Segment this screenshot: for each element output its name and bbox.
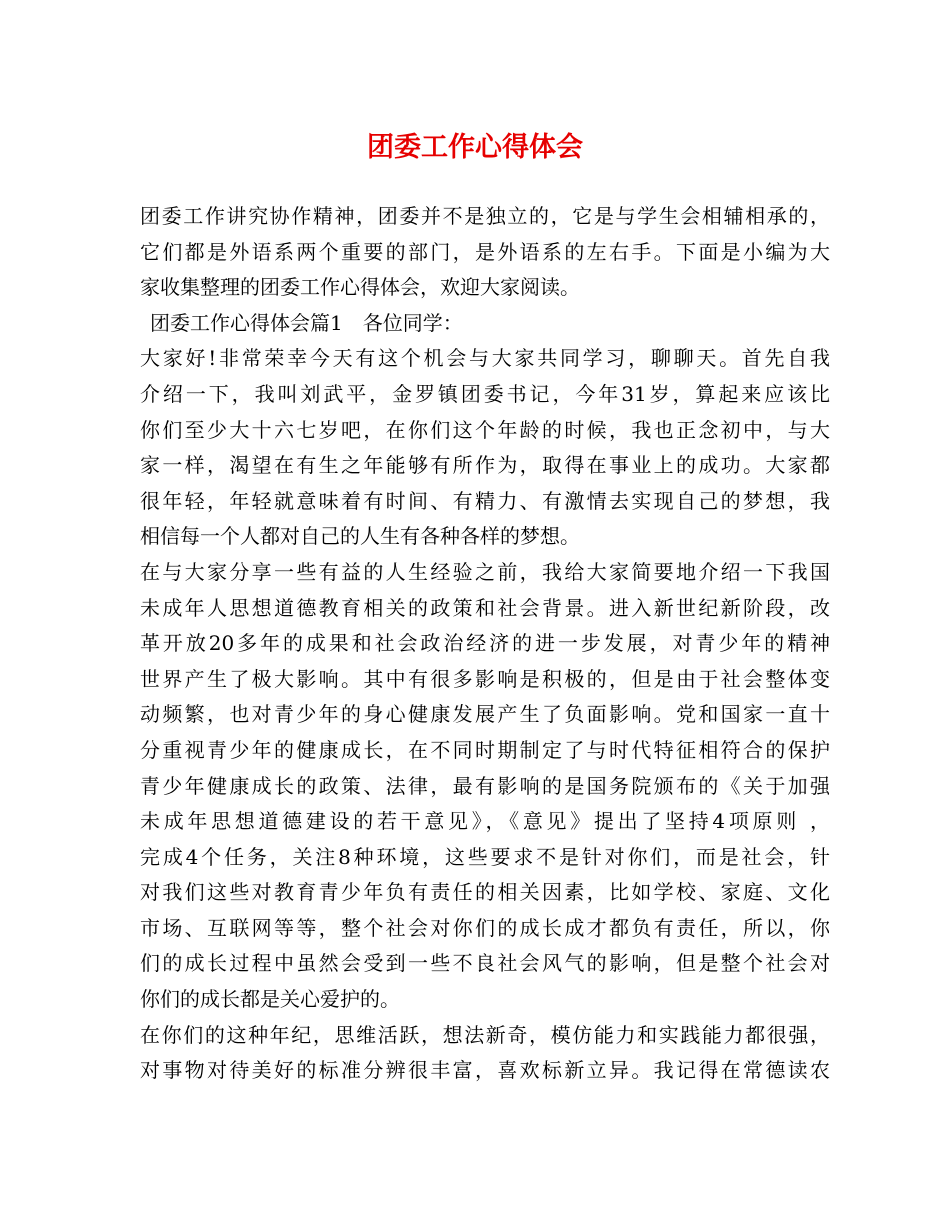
text-line: 它们都是外语系两个重要的部门，是外语系的左右手。下面是小编为大 <box>140 239 830 264</box>
document-body <box>140 199 830 1089</box>
text-line: 青少年健康成长的政策、法律，最有影响的是国务院颁布的《关于加强 <box>140 773 830 798</box>
text-line: 革开放20多年的成果和社会政治经济的进一步发展，对青少年的精神 <box>140 631 830 656</box>
section-heading-line: 团委工作心得体会篇1 各位同学： <box>150 310 463 335</box>
text-line: 你们的成长都是关心爱护的。 <box>140 987 400 1012</box>
text-line: 家收集整理的团委工作心得体会，欢迎大家阅读。 <box>140 275 580 300</box>
text-line: 们的成长过程中虽然会受到一些不良社会风气的影响，但是整个社会对 <box>140 951 830 976</box>
text-line: 市场、互联网等等，整个社会对你们的成长成才都负有责任，所以，你 <box>140 915 830 940</box>
text-line: 未成年思想道德建设的若干意见》，《意见》提出了坚持4项原则 ， <box>140 809 830 834</box>
text-line: 对事物对待美好的标准分辨很丰富，喜欢标新立异。我记得在常德读农 <box>140 1058 830 1083</box>
text-line: 介绍一下，我叫刘武平，金罗镇团委书记，今年31岁，算起来应该比 <box>140 381 830 406</box>
text-line: 在与大家分享一些有益的人生经验之前，我给大家简要地介绍一下我国 <box>140 559 830 584</box>
text-line: 对我们这些对教育青少年负有责任的相关因素，比如学校、家庭、文化 <box>140 880 830 905</box>
text-line: 你们至少大十六七岁吧，在你们这个年龄的时候，我也正念初中，与大 <box>140 417 830 442</box>
text-line: 团委工作讲究协作精神，团委并不是独立的，它是与学生会相辅相承的， <box>140 204 830 228</box>
text-line: 相信每一个人都对自己的人生有各种各样的梦想。 <box>140 524 580 549</box>
text-line: 分重视青少年的健康成长，在不同时期制定了与时代特征相符合的保护 <box>140 737 830 762</box>
text-line: 完成4个任务，关注8种环境，这些要求不是针对你们，而是社会，针 <box>140 844 830 869</box>
text-line: 在你们的这种年纪，思维活跃，想法新奇，模仿能力和实践能力都很强， <box>140 1022 830 1047</box>
text-line: 家一样，渴望在有生之年能够有所作为，取得在事业上的成功。大家都 <box>140 453 830 478</box>
text-line: 未成年人思想道德教育相关的政策和社会背景。进入新世纪新阶段，改 <box>140 595 830 620</box>
text-line: 世界产生了极大影响。其中有很多影响是积极的，但是由于社会整体变 <box>140 666 830 691</box>
text-line: 动频繁，也对青少年的身心健康发展产生了负面影响。党和国家一直十 <box>140 702 830 727</box>
document-title: 团委工作心得体会 <box>367 132 583 163</box>
text-line: 很年轻，年轻就意味着有时间、有精力、有激情去实现自己的梦想，我 <box>140 488 830 513</box>
text-line: 大家好!非常荣幸今天有这个机会与大家共同学习，聊聊天。首先自我 <box>140 346 830 371</box>
